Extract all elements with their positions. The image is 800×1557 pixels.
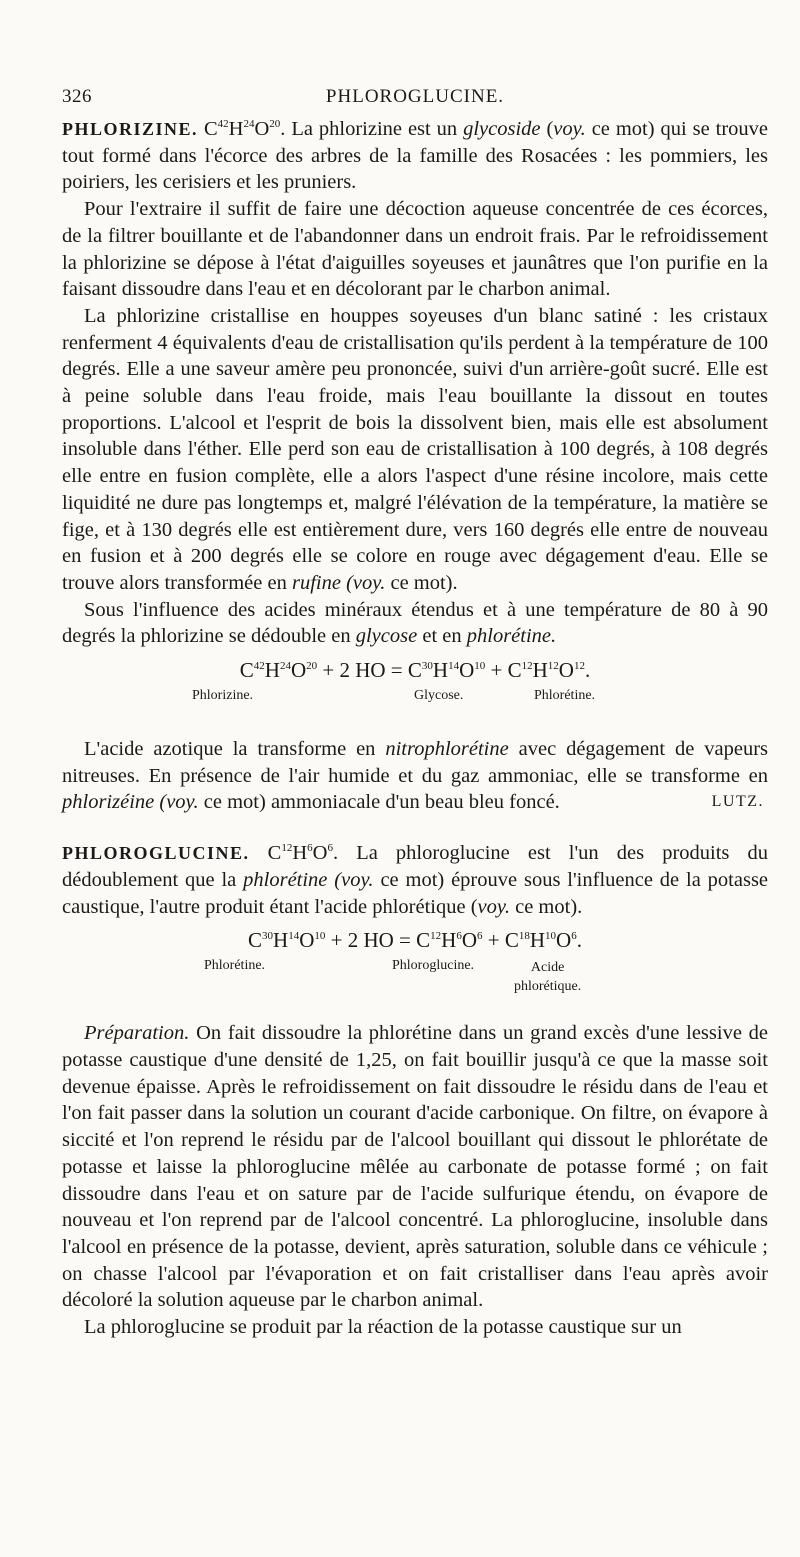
equation-label-phloroglucine: Phloroglucine. (392, 958, 475, 974)
equation-label-phlorizine: Phlorizine. (192, 688, 254, 704)
phlorizine-equation (62, 658, 768, 718)
phlorizine-paragraph-2: Pour l'extraire il suffit de faire une décoction aqueuse concentrée de ces écorces, de la filtrer bouillante et de l'abandonner dans un endroit frais. Par le refroidissement la phlorizine se dépose à l'état d'aiguilles soyeuses et jaunâtres que l'on purifie en la faisant dissoudre dans l'eau et en décolorant par le charbon animal. (62, 198, 768, 301)
phlorizine-paragraph-4: Sous l'influence des acides minéraux étendus et à une température de 80 à 90 degrés la phlorizine se dédouble en glycose et en phlorétine. (62, 598, 768, 648)
page (62, 86, 768, 1341)
preparation-paragraph: Préparation. On fait dissoudre la phlorétine dans un grand excès d'une lessive de potasse caustique d'une densité de 1,25, on fait bouillir jusqu'à ce que la masse soit devenue épaisse. Après le refroidissement on fait dissoudre le résidu dans de l'eau et l'on fait passer dans la solution un courant d'acide carbonique. On filtre, on évapore à siccité et l'on reprend le résidu par de l'alcool bouillant qui dissout le phlorétate de potasse et laisse la phloroglucine mêlée au carbonate de potasse formé ; on fait dissoudre dans l'eau et on sature par de l'acide sulfurique étendu, on évapore de nouveau et l'on reprend par de l'alcool concentré. La phloroglucine, insoluble dans l'alcool en présence de la potasse, devient, après saturation, soluble dans ce véhicule ; on chasse l'alcool par l'évaporation et on fait cristalliser dans l'eau après avoir décoloré la solution aqueuse par le charbon animal. (62, 1022, 769, 1312)
equation-line: $C^{30}H^{14}O^{10} + 2$ HO = $C^{12}H^6O^6 + C^{18}H^{10}O^6$. (248, 928, 582, 953)
phloroglucine-equation (62, 928, 768, 998)
preparation-label: Préparation. (84, 1022, 190, 1045)
equation-label-phloretine: Phlorétine. (204, 958, 266, 974)
phlorizine-formula: $C^{42}H^{24}O^{20}$. (203, 118, 286, 140)
equation-label-phloretine: Phlorétine. (534, 688, 596, 704)
phlorizine-paragraph-3: La phlorizine cristallise en houppes soyeuses d'un blanc satiné : les cristaux renferment 4 équivalents d'eau de cristallisation qu'ils perdent à la température de 100 degrés. Elle a une saveur amère peu prononcée, suivi d'un arrière-goût sucré. Elle est à peine soluble dans l'eau froide, mais l'eau bouillante la dissout en toutes proportions. L'alcool et l'esprit de bois la dissolvent bien, mais elle est absolument insoluble dans l'éther. Elle perd son eau de cristallisation à 100 degrés, à 108 degrés elle entre en fusion complète, elle a alors l'aspect d'une résine incolore, mais cette liquidité ne dure pas longtemps et, malgré l'élévation de la température, la matière se fige, et à 130 degrés elle est entièrement dure, vers 160 degrés elle entre de nouveau en fusion et à 200 degrés elle se colore en rouge avec dégagement d'eau. Elle se trouve alors transformée en rufine (voy. ce mot). (62, 304, 768, 594)
phlorizine-paragraph-1: PHLORIZINE. $C^{42}H^{24}O^{20}$. La phlorizine est un glycoside (voy. ce mot) qui se trouve tout formé dans l'écorce des arbres de la famille des Rosacées : les pommiers, les poiriers, les cerisiers et les pruniers. (62, 118, 768, 194)
page-number: 326 (62, 86, 92, 107)
phloroglucine-formula: $C^{12}H^6O^6$. (267, 842, 339, 865)
running-title: PHLOROGLUCINE. (325, 86, 505, 107)
phloroglucine-last-line: La phloroglucine se produit par la réaction de la potasse caustique sur un (84, 1316, 682, 1339)
phlorizine-paragraph-5: L'acide azotique la transforme en nitrophlorétine avec dégagement de vapeurs nitreuses. En présence de l'air humide et du gaz ammoniac, elle se transforme en phlorizéine (voy. ce mot) ammoniacale d'un beau bleu foncé. LUTZ. (62, 736, 768, 816)
phloroglucine-term: PHLOROGLUCINE. (62, 843, 250, 864)
equation-label-glycose: Glycose. (414, 688, 464, 704)
author-signature: LUTZ. (711, 793, 764, 811)
phlorizine-term: PHLORIZINE. (62, 119, 199, 139)
equation-line: $C^{42}H^{24}O^{20} + 2$ HO = $C^{30}H^{14}O^{10} + C^{12}H^{12}O^{12}$. (239, 658, 591, 683)
phloroglucine-paragraph-1: PHLOROGLUCINE. $C^{12}H^6O^6$. La phloroglucine est l'un des produits du dédoublement que la phlorétine (voy. ce mot) éprouve sous l'influence de la potasse caustique, l'autre produit étant l'acide phlorétique (voy. ce mot). (62, 842, 769, 918)
rufine-reference: rufine (291, 571, 341, 594)
running-head (62, 86, 768, 116)
glycoside-reference: glycoside (463, 118, 541, 140)
equation-label-acide-phloretique: Acide phlorétique. (514, 960, 582, 995)
